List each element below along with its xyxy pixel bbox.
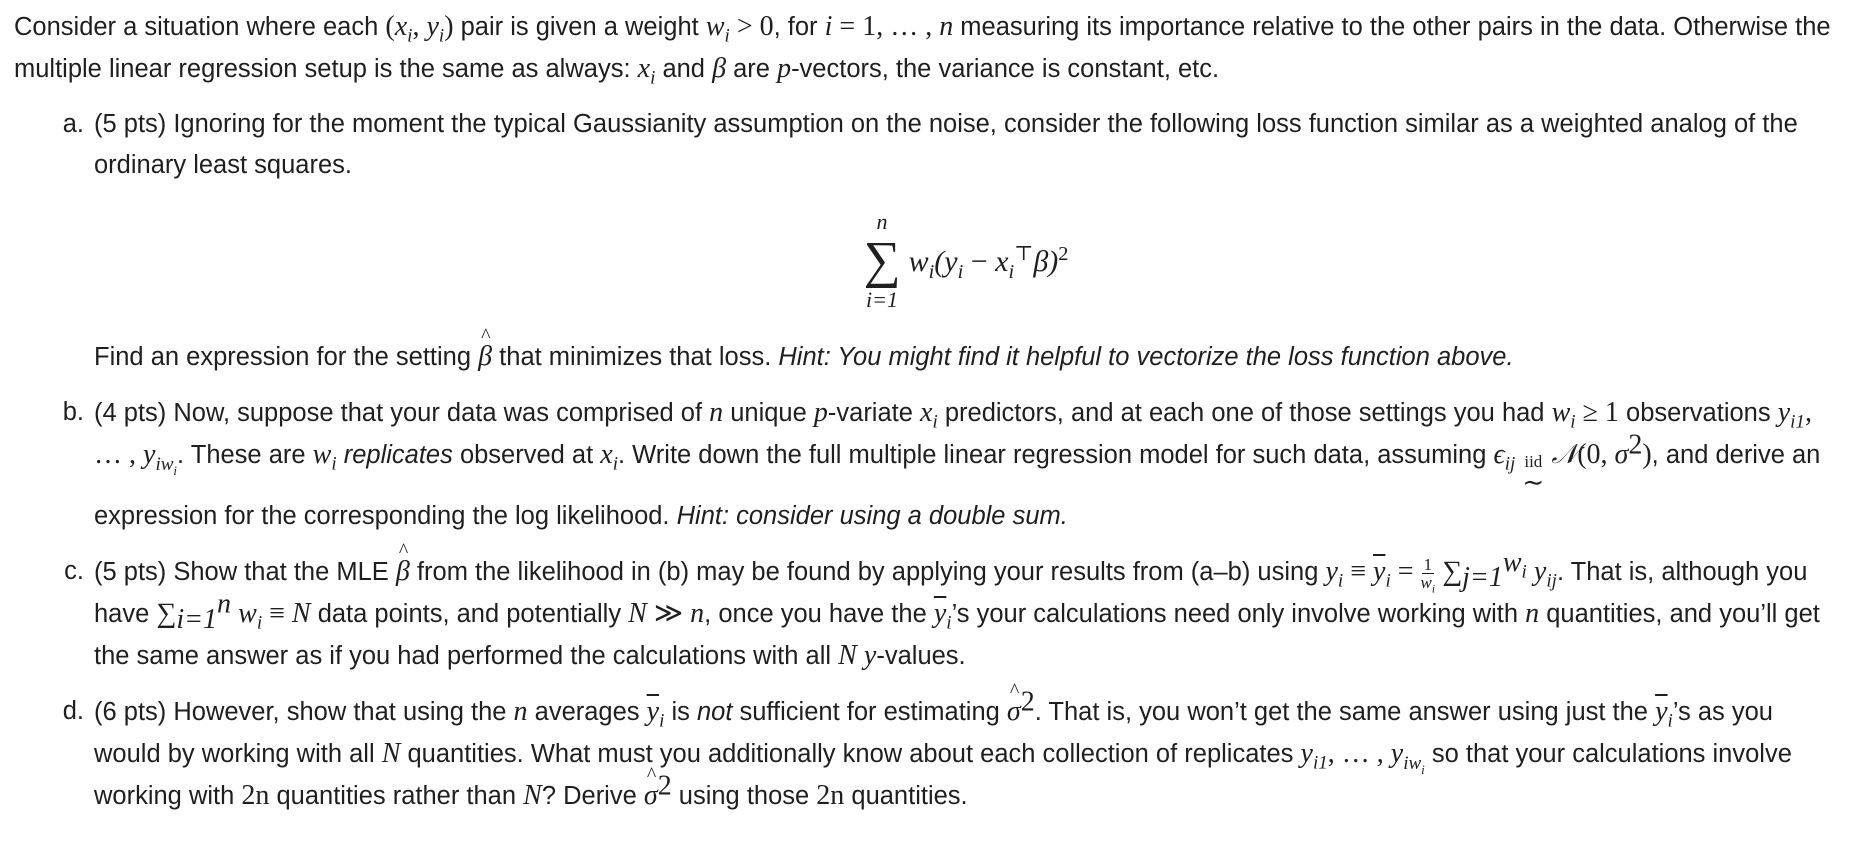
question-list (14, 104, 1838, 817)
intro-paragraph: Consider a situation where each ($x_i$, $y_i$) pair is given a weight $w_i > 0$, for i = 1, … , n measuring its importance relative to the other pairs in the data. Otherwise the multiple linear regression setup is the same as always: $x_i$ and β are p-vectors, the variance is constant, etc. (14, 11, 1831, 89)
question-b-hint: Hint: consider using a double sum. (676, 502, 1068, 530)
question-b-text: (4 pts) Now, suppose that your data was comprised of n unique p-variate $x_i$ predictors, and at each one of those settings you had $w_i \ge 1$ observations $y_{i1}$, … , $y_{iw_i}$. These are $w_i$ replicates observed at $x_i$. Write down the full multiple linear regression model for such data, assuming $\epsilon_{ij}$ iid ∼ 𝒩(0, $\sigma^2$), and derive an expression for the corresponding the log likelihood. Hint: consider using a double sum. (94, 397, 1821, 530)
question-a (14, 104, 1838, 378)
loss-function-equation: n ∑ i=1 $w_i(y_i - x_i^⊤\beta)^2$ (863, 209, 1069, 312)
question-d-text: (6 pts) However, show that using the n averages $\overline{y}_i$ is not sufficient for estimating ^ $\sigma^2$. That is, you won’t get the same answer using just the $\overline{y}_i’s$ as you would by working with all N quantities. What must you additionally know about each collection of replicates $y_{i1}$, … , $y_{iw_i}$ so that your calculations involve working with 2n quantities rather than N? Derive ^ $\sigma^2$ using those 2n quantities. (94, 691, 1838, 817)
question-d (14, 686, 1838, 817)
question-c (14, 546, 1838, 677)
question-c-text: (5 pts) Show that the MLE ^ β from the likelihood in (b) may be found by applying your results from (a–b) using $y_i \equiv \overline{y}_i$ = $\frac{1}{w_i}$ $\sum_{j=1}^{w_i}$ $y_{ij}$. That is, although you have $\sum_{i=1}^n$ $w_i \equiv N$ data points, and potentially N ≫ n, once you have the $\overline{y}_i’s$ your calculations need only involve working with n quantities, and you’ll get the same answer as if you had performed the calculations with all N y-values. (94, 551, 1838, 677)
intro-text: Consider a situation where each (14, 13, 386, 41)
question-d-marker: d. (62, 697, 84, 725)
question-a-text: (5 pts) Ignoring for the moment the typical Gaussianity assumption on the noise, consider the following loss function similar as a weighted analog of the ordinary least squares. (94, 110, 1798, 179)
question-c-marker: c. (64, 557, 84, 585)
question-a-hint: Hint: You might find it helpful to vectorize the loss function above. (778, 343, 1514, 371)
summation-symbol: n ∑ i=1 (863, 209, 901, 312)
question-b-marker: b. (62, 398, 84, 426)
question-a-marker: a. (62, 110, 84, 138)
question-b (14, 392, 1838, 537)
question-a-find: Find an expression for the setting ^ β that minimizes that loss. Hint: You might find it helpful to vectorize the loss function above. (94, 336, 1838, 378)
